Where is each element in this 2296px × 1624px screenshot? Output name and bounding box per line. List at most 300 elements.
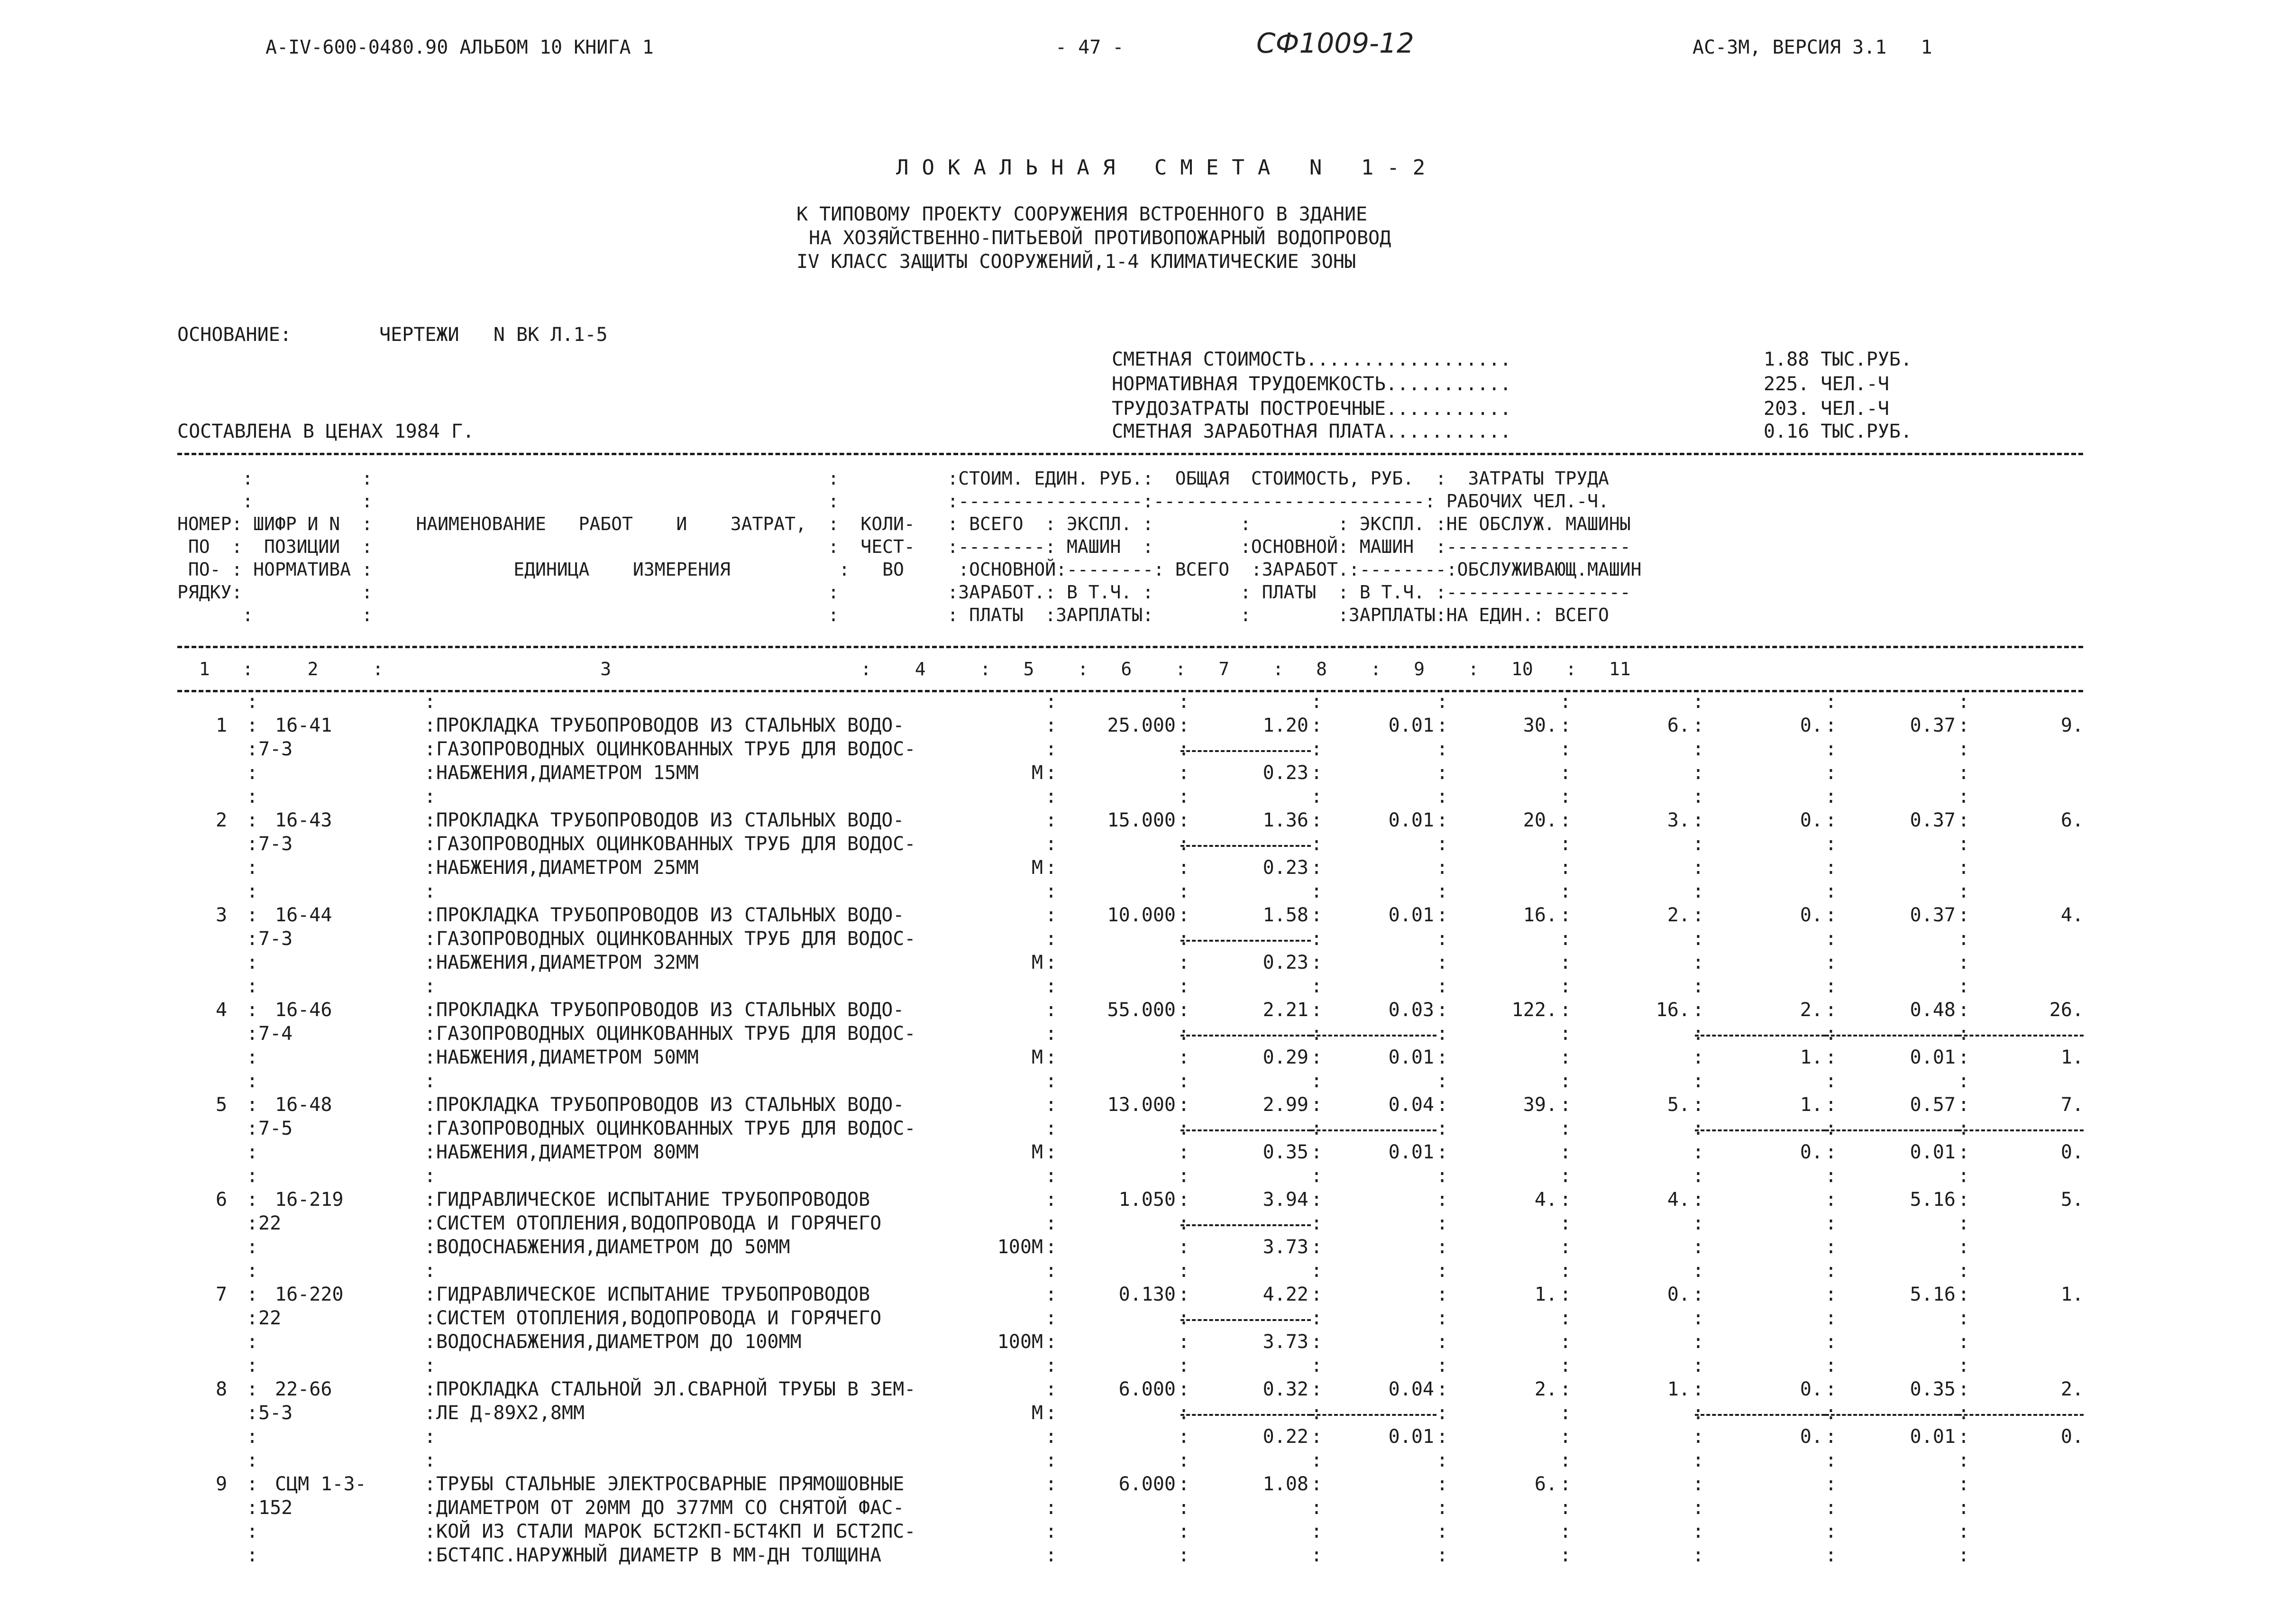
column-separator: : [1825,1402,1837,1424]
column-separator: : [1692,1497,1704,1519]
unit-of-measure: М [1031,857,1043,879]
column-separator: : [1692,738,1704,760]
column-separator: : [1692,904,1704,926]
column-separator: : [424,715,436,736]
table-header-lines [177,467,1642,626]
unit-cost-divider [1180,1414,1311,1416]
column-separator: : [1311,1402,1323,1424]
unit-of-measure: 100М [997,1236,1043,1258]
column-separator: : [1692,1046,1704,1068]
machine-cost-divider [1311,1414,1436,1416]
column-separator: : [1436,1331,1448,1353]
labor-service-per-unit: 0.01 [1910,1141,1956,1163]
column-separator: : [1178,1212,1190,1234]
column-separator: : [1436,1402,1448,1424]
norm-code: 16-44 [275,904,332,926]
column-separator: : [1958,833,1970,855]
column-separator: : [1178,1402,1190,1424]
total-base-wages: 4. [1667,1189,1690,1211]
column-separator: : [1311,786,1323,807]
column-separator: : [247,833,258,855]
work-name-line: НАБЖЕНИЯ,ДИАМЕТРОМ 80ММ [436,1141,699,1163]
unit-cost-divider [1180,1129,1311,1131]
column-separator: : [247,881,258,902]
work-name-line: ПРОКЛАДКА СТАЛЬНОЙ ЭЛ.СВАРНОЙ ТРУБЫ В ЗЕМ- [436,1378,916,1400]
row-number: 4 [216,999,228,1021]
column-separator: : [424,1331,436,1353]
summary-label: СМЕТНАЯ ЗАРАБОТНАЯ ПЛАТА........... [1112,421,1511,442]
total-base-wages: 5. [1667,1094,1690,1116]
column-separator: : [247,715,258,736]
norm-position: 22 [258,1307,282,1329]
column-separator: : [1436,1497,1448,1519]
column-separator: : [1958,1307,1970,1329]
column-separator: : [1958,952,1970,973]
column-separator: : [1311,1450,1323,1471]
unit-cost-total: 1.58 [1262,904,1308,926]
work-name-line: НАБЖЕНИЯ,ДИАМЕТРОМ 50ММ [436,1046,699,1068]
column-separator: : [1958,762,1970,784]
unit-cost-divider [1180,1224,1311,1226]
labor-total-divider [1958,1129,2084,1131]
column-separator: : [1045,857,1057,879]
unit-base-wages: 0.23 [1262,762,1308,784]
column-separator: : [1436,999,1448,1021]
norm-code: 16-48 [275,1094,332,1116]
column-separator: : [1825,1521,1837,1542]
column-separator: : [1560,809,1572,831]
column-separator: : [1436,1355,1448,1376]
column-separator: : [1311,1141,1323,1163]
column-separator: : [1311,715,1323,736]
column-separator: : [1825,786,1837,807]
column-separator: : [1178,1046,1190,1068]
labor-total: 4. [2060,904,2084,926]
column-separator: : [247,1355,258,1376]
column-separator: : [424,691,436,713]
column-separator: : [247,1094,258,1116]
machine-wages-total: 0. [1800,1426,1823,1448]
labor-total: 1. [2060,1284,2084,1305]
unit-of-measure: М [1031,1046,1043,1068]
row-number: 5 [216,1094,228,1116]
column-separator: : [424,1473,436,1495]
column-separator: : [424,952,436,973]
column-separator: : [1311,952,1323,973]
column-separator: : [1825,809,1837,831]
labor-per-unit: 5.16 [1910,1189,1956,1211]
column-separator: : [1560,1355,1572,1376]
column-separator: : [1178,1378,1190,1400]
document-title: ЛОКАЛЬНАЯ СМЕТА N 1-2 [896,156,1439,180]
column-separator: : [1178,857,1190,879]
total-cost: 39. [1523,1094,1557,1116]
column-separator: : [1178,1165,1190,1187]
column-separator: : [247,1544,258,1566]
column-separator: : [1045,1284,1057,1305]
total-cost: 4. [1534,1189,1557,1211]
column-separator: : [1045,999,1057,1021]
column-separator: : [1178,1070,1190,1092]
column-separator: : [1560,1189,1572,1211]
column-separator: : [1560,857,1572,879]
column-separator: : [1825,975,1837,997]
column-separator: : [1436,1165,1448,1187]
column-separator: : [1178,881,1190,902]
unit-of-measure: М [1031,952,1043,973]
unit-machine-wages: 0.01 [1388,1426,1434,1448]
column-separator: : [1825,1189,1837,1211]
column-separator: : [1560,738,1572,760]
column-separator: : [247,809,258,831]
column-separator: : [1436,1141,1448,1163]
title-line-1: К ТИПОВОМУ ПРОЕКТУ СООРУЖЕНИЯ ВСТРОЕННОГО В ЗДАНИЕ [796,203,1368,225]
unit-base-wages: 3.73 [1262,1236,1308,1258]
column-separator: : [1178,1189,1190,1211]
column-separator: : [1045,1165,1057,1187]
column-separator: : [1958,1544,1970,1566]
column-separator: : [1958,1260,1970,1282]
column-separator: : [247,1521,258,1542]
work-name-line: ГАЗОПРОВОДНЫХ ОЦИНКОВАННЫХ ТРУБ ДЛЯ ВОДОС- [436,1118,916,1139]
basis-label: ОСНОВАНИЕ: [177,324,292,346]
column-separator: : [1436,1023,1448,1045]
column-separator: : [1045,786,1057,807]
column-separator: : [1958,1070,1970,1092]
column-separator: : [1178,786,1190,807]
column-separator: : [1825,952,1837,973]
column-separator: : [1958,1189,1970,1211]
column-separator: : [1178,1497,1190,1519]
column-separator: : [1692,928,1704,950]
column-separator: : [1045,1473,1057,1495]
column-separator: : [1958,975,1970,997]
table-top-rule [177,453,2083,455]
column-separator: : [1560,1212,1572,1234]
work-name-line: ДИАМЕТРОМ ОТ 20ММ ДО 377ММ СО СНЯТОЙ ФАС- [436,1497,905,1519]
column-separator: : [424,1046,436,1068]
unit-machine-wages: 0.01 [1388,1046,1434,1068]
column-separator: : [1692,833,1704,855]
column-separator: : [1560,1070,1572,1092]
unit-cost-total: 2.99 [1262,1094,1308,1116]
column-separator: : [1825,1450,1837,1471]
column-separator: : [1311,1284,1323,1305]
total-machine-cost: 0. [1800,809,1823,831]
total-machine-cost: 0. [1800,904,1823,926]
column-separator: : [1045,1070,1057,1092]
labor-unit-divider [1825,1129,1958,1131]
column-separator: : [1958,1046,1970,1068]
column-separator: : [1045,1141,1057,1163]
labor-total: 6. [2060,809,2084,831]
column-separator: : [1045,1189,1057,1211]
unit-base-wages: 3.73 [1262,1331,1308,1353]
column-separator: : [1311,1023,1323,1045]
total-base-wages: 1. [1667,1378,1690,1400]
work-name-line: ГИДРАВЛИЧЕСКОЕ ИСПЫТАНИЕ ТРУБОПРОВОДОВ [436,1284,870,1305]
unit-cost-total: 1.36 [1262,809,1308,831]
column-separator: : [1560,1331,1572,1353]
norm-code: 16-46 [275,999,332,1021]
total-cost: 16. [1523,904,1557,926]
column-separator: : [247,691,258,713]
column-separator: : [1045,1450,1057,1471]
column-separator: : [424,1544,436,1566]
column-separator: : [1178,975,1190,997]
column-separator: : [247,1378,258,1400]
unit-machine-wages: 0.01 [1388,1141,1434,1163]
column-separator: : [1045,1307,1057,1329]
column-separator: : [1825,1307,1837,1329]
work-name-line: ПРОКЛАДКА ТРУБОПРОВОДОВ ИЗ СТАЛЬНЫХ ВОДО- [436,904,905,926]
column-separator: : [424,1212,436,1234]
column-separator: : [1178,1118,1190,1139]
column-separator: : [1311,809,1323,831]
handwritten-code: СФ1009-12 [1256,27,1414,59]
column-separator: : [247,1189,258,1211]
table-header-line: : : : :СТОИМ. ЕДИН. РУБ.: ОБЩАЯ СТОИМОСТЬ, РУБ. : ЗАТРАТЫ ТРУДА [177,468,1609,489]
column-separator: : [1436,1378,1448,1400]
norm-position: 7-3 [258,738,293,760]
column-separator: : [1311,1307,1323,1329]
norm-position: 5-3 [258,1402,293,1424]
column-separator: : [1958,904,1970,926]
column-separator: : [1825,1473,1837,1495]
column-separator: : [1045,1355,1057,1376]
column-separator: : [1958,1473,1970,1495]
column-separator: : [1178,1426,1190,1448]
column-separator: : [1311,691,1323,713]
quantity: 13.000 [1107,1094,1176,1116]
column-separator: : [1692,999,1704,1021]
column-separator: : [1560,1307,1572,1329]
table-header-line: ПО : ПОЗИЦИИ : : ЧЕСТ- :--------: МАШИН : :ОСНОВНОЙ: МАШИН :----------------- [177,536,1631,557]
column-separator: : [1436,975,1448,997]
column-separator: : [424,1094,436,1116]
column-separator: : [424,1070,436,1092]
column-separator: : [1692,1331,1704,1353]
column-separator: : [1560,952,1572,973]
column-separator: : [247,1284,258,1305]
column-separator: : [1311,1426,1323,1448]
column-separator: : [1825,1023,1837,1045]
column-separator: : [1560,1094,1572,1116]
column-separator: : [424,881,436,902]
column-separator: : [1825,715,1837,736]
column-separator: : [424,1450,436,1471]
column-separator: : [1436,1094,1448,1116]
total-cost: 1. [1534,1284,1557,1305]
column-separator: : [1692,1521,1704,1542]
column-separator: : [1560,762,1572,784]
column-separator: : [1436,738,1448,760]
unit-cost-total: 1.20 [1262,715,1308,736]
column-separator: : [1825,1284,1837,1305]
column-separator: : [1311,881,1323,902]
column-separator: : [1825,1378,1837,1400]
column-separator: : [424,1284,436,1305]
column-separator: : [1692,1402,1704,1424]
column-separator: : [1436,691,1448,713]
norm-position: 152 [258,1497,293,1519]
column-separator: : [1958,1284,1970,1305]
column-separator: : [1692,1141,1704,1163]
column-separator: : [1045,762,1057,784]
column-separator: : [1045,1544,1057,1566]
column-separator: : [424,1236,436,1258]
column-separator: : [1560,691,1572,713]
column-separator: : [1825,999,1837,1021]
unit-base-wages: 0.22 [1262,1426,1308,1448]
column-separator: : [1560,1378,1572,1400]
quantity: 1.050 [1118,1189,1176,1211]
column-separator: : [1825,1046,1837,1068]
quantity: 6.000 [1118,1378,1176,1400]
column-separator: : [1692,881,1704,902]
column-separator: : [1045,1046,1057,1068]
machine-cost-divider [1311,1129,1436,1131]
column-separator: : [1436,1118,1448,1139]
labor-total-divider [1958,1414,2084,1416]
column-separator: : [1958,1378,1970,1400]
column-separator: : [1311,1331,1323,1353]
column-separator: : [424,786,436,807]
column-separator: : [247,762,258,784]
labor-per-unit: 0.35 [1910,1378,1956,1400]
column-separator: : [1178,952,1190,973]
summary-label: ТРУДОЗАТРАТЫ ПОСТРОЕЧНЫЕ........... [1112,398,1511,420]
column-separator: : [1825,881,1837,902]
column-separator: : [1436,881,1448,902]
column-separator: : [1045,1497,1057,1519]
column-separator: : [1825,1260,1837,1282]
row-number: 6 [216,1189,228,1211]
work-name-line: ГАЗОПРОВОДНЫХ ОЦИНКОВАННЫХ ТРУБ ДЛЯ ВОДОС- [436,1023,916,1045]
unit-of-measure: М [1031,1141,1043,1163]
column-separator: : [1958,1165,1970,1187]
total-machine-cost: 1. [1800,1094,1823,1116]
column-separator: : [1692,1473,1704,1495]
column-separator: : [1825,1118,1837,1139]
column-separator: : [247,1141,258,1163]
column-separator: : [247,1473,258,1495]
machine-wages-total: 0. [1800,1141,1823,1163]
column-separator: : [1311,762,1323,784]
column-separator: : [247,928,258,950]
column-separator: : [1958,738,1970,760]
unit-base-wages: 0.23 [1262,857,1308,879]
column-separator: : [1958,691,1970,713]
work-name-line: СИСТЕМ ОТОПЛЕНИЯ,ВОДОПРОВОДА И ГОРЯЧЕГО [436,1307,882,1329]
column-separator: : [1045,715,1057,736]
column-separator: : [247,1307,258,1329]
column-separator: : [1958,1521,1970,1542]
work-name-line: ВОДОСНАБЖЕНИЯ,ДИАМЕТРОМ ДО 100ММ [436,1331,802,1353]
column-separator: : [1436,1189,1448,1211]
column-separator: : [1045,1378,1057,1400]
norm-code: 16-43 [275,809,332,831]
column-separator: : [1692,1165,1704,1187]
column-separator: : [1958,809,1970,831]
column-separator: : [1045,1094,1057,1116]
column-separator: : [1958,1450,1970,1471]
work-name-line: ГАЗОПРОВОДНЫХ ОЦИНКОВАННЫХ ТРУБ ДЛЯ ВОДОС- [436,738,916,760]
column-separator: : [1045,1023,1057,1045]
column-separator: : [424,999,436,1021]
column-separator: : [1436,786,1448,807]
column-separator: : [1311,904,1323,926]
column-separator: : [1311,1212,1323,1234]
column-separator: : [1958,1023,1970,1045]
column-separator: : [1045,1521,1057,1542]
column-separator: : [424,928,436,950]
column-separator: : [1692,1023,1704,1045]
column-separator: : [424,1426,436,1448]
column-separator: : [1311,1544,1323,1566]
column-separator: : [1178,1260,1190,1282]
column-separator: : [1045,1402,1057,1424]
column-separator: : [1045,1236,1057,1258]
work-name-line: НАБЖЕНИЯ,ДИАМЕТРОМ 32ММ [436,952,699,973]
column-separator: : [1825,1497,1837,1519]
column-separator: : [1560,1426,1572,1448]
column-separator: : [1692,1378,1704,1400]
column-separator: : [247,1402,258,1424]
norm-code: СЦМ 1-3- [275,1473,366,1495]
norm-code: 16-219 [275,1189,344,1211]
column-separator: : [424,833,436,855]
column-numbers: 1 : 2 : 3 : 4 : 5 : 6 : 7 : 8 : 9 : 10 : 11 [177,659,1631,679]
work-name-line: НАБЖЕНИЯ,ДИАМЕТРОМ 25ММ [436,857,699,879]
column-separator: : [1311,1046,1323,1068]
column-separator: : [1178,715,1190,736]
column-separator: : [1560,1260,1572,1282]
column-separator: : [1825,904,1837,926]
column-separator: : [424,1521,436,1542]
unit-base-wages: 0.23 [1262,952,1308,973]
column-separator: : [1311,999,1323,1021]
unit-cost-divider [1180,1035,1311,1037]
column-separator: : [1178,904,1190,926]
unit-of-measure: 100М [997,1331,1043,1353]
column-separator: : [1311,1521,1323,1542]
labor-total: 9. [2060,715,2084,736]
column-separator: : [1045,904,1057,926]
work-name-line: ГАЗОПРОВОДНЫХ ОЦИНКОВАННЫХ ТРУБ ДЛЯ ВОДОС- [436,833,916,855]
column-separator: : [1825,762,1837,784]
column-separator: : [1692,715,1704,736]
column-separator: : [1178,762,1190,784]
row-number: 2 [216,809,228,831]
column-separator: : [1825,1165,1837,1187]
labor-service-per-unit: 0.01 [1910,1426,1956,1448]
column-separator: : [424,1307,436,1329]
labor-per-unit: 0.37 [1910,715,1956,736]
column-separator: : [1436,857,1448,879]
quantity: 10.000 [1107,904,1176,926]
column-separator: : [1045,1331,1057,1353]
column-separator: : [1311,1473,1323,1495]
work-name-line: ЛЕ Д-89Х2,8ММ [436,1402,585,1424]
column-separator: : [424,975,436,997]
column-separator: : [1311,1118,1323,1139]
column-separator: : [1436,715,1448,736]
column-separator: : [1692,1355,1704,1376]
column-separator: : [1692,1094,1704,1116]
unit-machine-cost: 0.01 [1388,715,1434,736]
column-separator: : [1692,975,1704,997]
